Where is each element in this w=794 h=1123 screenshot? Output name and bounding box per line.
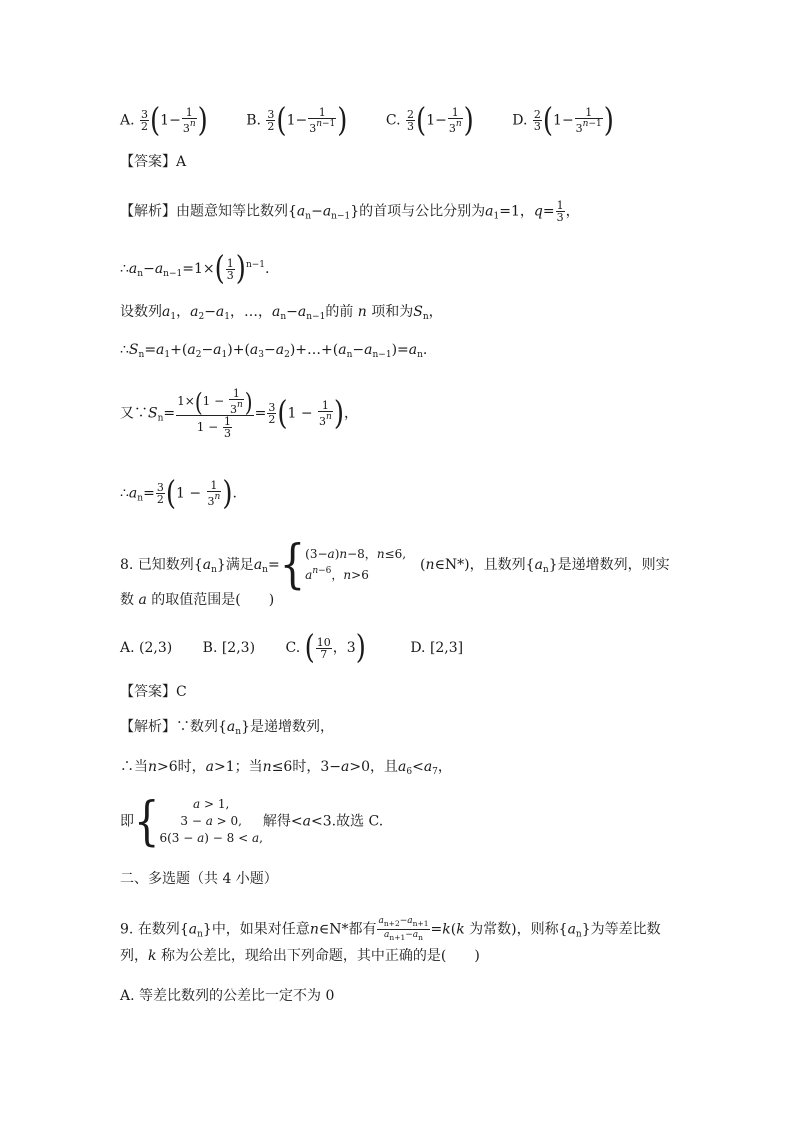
q7-analysis-line6: $\therefore a_n=$ $\frac{3}{2}$ (1 − $\frac{1}{3^n}$ ). (120, 474, 237, 513)
q8-stem-line2: 数 a 的取值范围是( ) (120, 592, 275, 608)
q9-option-a: A. 等差比数列的公差比一定不为 0 (120, 988, 335, 1004)
q8-analysis-line3: 即{ a > 1, 3 − a > 0, 6(3 − a) − 8 < a,解得<a<3.故选 C. (120, 791, 384, 852)
q8-stem-line1: 8. 已知数列$\{a_n\}$满足$a_n=\{(3-a)n-8$，n≤6, $a^{n-6}$，n>6 (n∈N*)，且数列$\{a_n\}$是递增数列，则实 (120, 535, 670, 595)
q7-analysis-line2: $\therefore a_n-a_{n-1}=1\times$( $\frac{1}{3}$ )$^{n-1}$. (120, 250, 270, 288)
q8-option-c: C. ( $\frac{10}{7}$ ，3) (285, 629, 366, 667)
q7-option-b: B. $\frac{3}{2}$ (1− $\frac{1}{3^{n-1}}$ ) (246, 101, 348, 140)
q8-option-b: B. [2,3) (202, 640, 256, 656)
q8-answer: 【答案】C (120, 684, 187, 700)
q7-option-c: C. $\frac{2}{3}$ (1− $\frac{1}{3^n}$ ) (385, 101, 474, 140)
q8-analysis-line1: 【解析】∵数列$\{a_n\}$是递增数列， (120, 719, 334, 737)
q9-stem-line2: 列，k 称为公差比，现给出下列命题，其中正确的是( ) (120, 948, 480, 964)
q7-analysis-line5: 又$\because S_n=$ 1×(1 − $\frac{1}{3^n}$ ) 1 − $\frac{1}{3}$ = $\frac{3}{2}$ (1 − $\frac{1}{3^n}$ )， (120, 386, 358, 440)
section-title: 二、多选题（共 4 小题） (120, 871, 278, 887)
q8-options-row (120, 629, 497, 667)
q8-analysis-line2: ∴当n>6时，a>1；当n≤6时，3−a>0，且$a_6<a_7$， (120, 759, 452, 777)
q7-answer: 【答案】A (120, 154, 187, 170)
q7-analysis-line4: $\therefore S_n=a_1+(a_2-a_1)+(a_3-a_2)+\dots+(a_n-a_{n-1})=a_n$. (120, 342, 428, 360)
q7-option-d: D. $\frac{2}{3}$ (1− $\frac{1}{3^{n-1}}$ ) (512, 101, 614, 140)
q7-options-row (120, 101, 648, 140)
q7-analysis-line1: 【解析】由题意知等比数列$\{a_n-a_{n-1}\}$的首项与公比分别为$a_1=1$，q= $\frac{1}{3}$ ， (120, 199, 580, 224)
q7-option-a: A. $\frac{3}{2}$ (1− $\frac{1}{3^n}$ ) (120, 101, 208, 140)
q8-option-d: D. [2,3] (410, 640, 464, 656)
q9-stem-line1: 9. 在数列$\{a_n\}$中，如果对任意n∈N*都有 $\frac{a_{n+2}-a_{n+1}}{a_{n+1}-a_n}$ =k(k 为常数)，则称$\{a_n\}$为等差比数 (120, 916, 661, 942)
q7-analysis-line3: 设数列$a_1$，$a_2-a_1$，…，$a_n-a_{n-1}$的前 n 项和为$S_n$， (120, 304, 443, 322)
q8-option-a: A. (2,3) (120, 640, 173, 656)
